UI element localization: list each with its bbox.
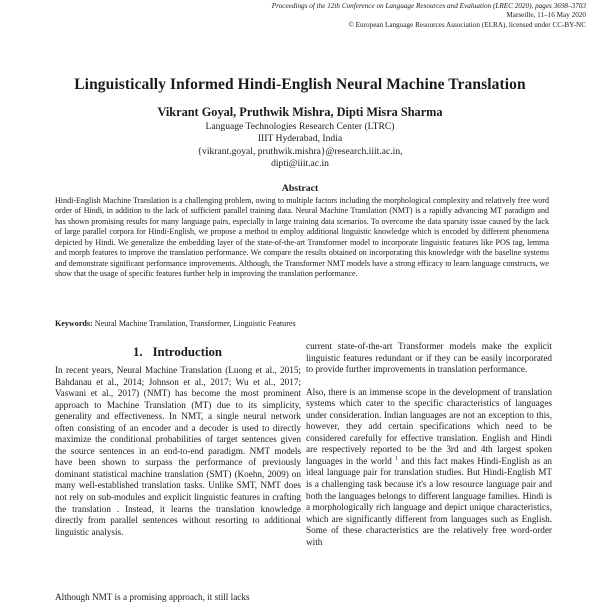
right-paragraph-2-part-a: Also, there is an immense scope in the development of translation systems which cater to the specific characteristics of languages under consideration. Indian languages are not an exception to this, however, they add certain specifications which need to be considered carefully for effective translation. English and Hindi are respectively reported to be the 3rd and 4th largest spoken languages in the world: [306, 386, 552, 466]
keywords-line: [55, 319, 549, 328]
intro-paragraph-1: In recent years, Neural Machine Translation (Luong et al., 2015; Bahdanau et al., 2014; Johnson et al., 2017; Wu et al., 2017; Vaswani et al., 2017) (NMT) has become the most prominent approach to Machine Translation (MT) due to its simplicity, generality and effectiveness. In NMT, a single neural network often consisting of an encoder and a decoder is used to directly maximize the conditional probabilities of target sentences given the source sentences in an end-to-end paradigm. NMT models have been shown to surpass the performance of previously dominant statistical machine translation (SMT) (Koehn, 2009) on many well-established translation tasks. Unlike SMT, NMT does not rely on sub-modules and explicit linguistic features in crafting the translation . Instead, it learns the translation knowledge directly from parallel sentences without resorting to additional linguistic analysis.: [55, 365, 301, 537]
paper-authors: Vikrant Goyal, Pruthwik Mishra, Dipti Misra Sharma: [157, 105, 443, 119]
section-title: Introduction: [152, 345, 223, 359]
abstract-text: Hindi-English Machine Translation is a challenging problem, owing to multiple factors including the morphological complexity and relatively free word order of Hindi, in addition to the lack of sufficient parallel training data. Neural Machine Translation (NMT) is a rapidly advancing MT paradigm and has shown promising results for many language pairs, especially in large training data scenarios. To overcome the data sparsity issue caused by the lack of large parallel corpora for Hindi-English, we propose a method to employ additional linguistic knowledge which is encoded by different phenomena depicted by Hindi. We generalize the embedding layer of the state-of-the-art Transformer model to incorporate linguistic features like POS tag, lemma and morph features to improve the translation performance. We compare the results obtained on incorporating this knowledge with the baseline systems and demonstrate significant performance improvements. Although, the Transformer NMT models have a strong efficacy to learn language constructs, we show that the usage of specific features further help in improving the translation performance.: [55, 196, 549, 279]
proceedings-line: Proceedings of the 12th Conference on Language Resources and Evaluation (LREC 2020), pages 3698–3703: [271, 2, 586, 10]
abstract-heading: Abstract: [281, 183, 319, 194]
affiliation-block: [0, 121, 600, 170]
license-line: © European Language Resources Association (ELRA), licensed under CC-BY-NC: [348, 20, 586, 29]
right-paragraph-1: current state-of-the-art Transformer models make the explicit linguistic features redundant or if they can be easily incorporated to provide further improvements in translation performance.: [306, 341, 552, 375]
venue-line: Marseille, 11–16 May 2020: [506, 11, 586, 20]
paper-title: Linguistically Informed Hindi-English Neural Machine Translation: [74, 76, 526, 93]
affiliation-institute: IIIT Hyderabad, India: [257, 133, 343, 145]
intro-paragraph-2-start: Although NMT is a promising approach, it still lacks: [55, 592, 250, 602]
section-heading-introduction: [55, 345, 300, 360]
author-email-2: dipti@iiit.ac.in: [271, 157, 329, 169]
right-column: [306, 341, 552, 548]
footnote-marker: 1: [395, 455, 399, 462]
section-number: 1.: [132, 345, 143, 359]
proceedings-header: [166, 2, 586, 30]
affiliation-center: Language Technologies Research Center (LTRC): [205, 121, 395, 132]
right-paragraph-2: [306, 387, 552, 549]
right-paragraph-2-part-b: and this fact makes Hindi-English as an ideal language pair for translation studies. But Hindi-English MT is a challenging task because it's a low resource language pair and both the languages belongs to different language families. Hindi is a morphologically rich language and depict unique characteristics, which are significantly different from languages such as English. Some of these characteristics are the relatively free word-order with: [306, 455, 552, 547]
author-emails: {vikrant.goyal, pruthwik.mishra}@research.iiit.ac.in,: [197, 145, 403, 157]
keywords-text: Neural Machine Translation, Transformer, Linguistic Features: [92, 319, 296, 328]
left-column: [55, 365, 301, 602]
keywords-label: Keywords:: [55, 319, 93, 328]
